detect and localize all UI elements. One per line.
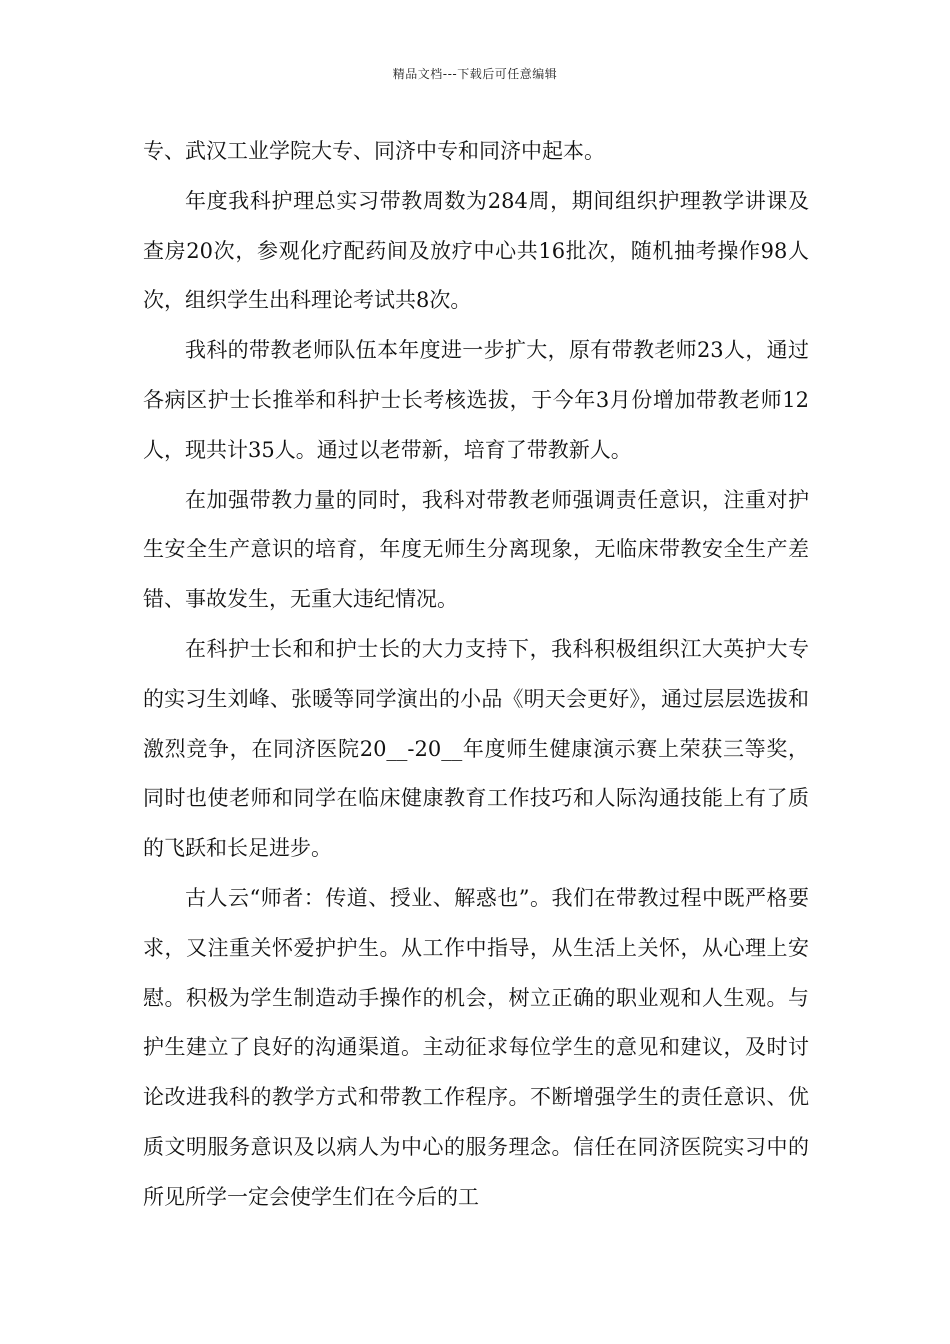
paragraph-4: 在加强带教力量的同时，我科对带教老师强调责任意识，注重对护生安全生产意识的培育，年度无师生分离现象，无临床带教安全生产差错、事故发生，无重大违纪情况。 bbox=[143, 487, 809, 612]
paragraph-5: 在科护士长和和护士长的大力支持下，我科积极组织江大英护大专的实习生刘峰、张暖等同学演出的小品《明天会更好》，通过层层选拔和激烈竞争，在同济医院20__-20__年度师生健康演示赛上荣获三等奖，同时也使老师和同学在临床健康教育工作技巧和人际沟通技能上有了质的飞跃和长足进步。 bbox=[143, 636, 809, 861]
paragraph-6: 古人云“师者：传道、授业、解惑也”。我们在带教过程中既严格要求，又注重关怀爱护护生。从工作中指导，从生活上关怀，从心理上安慰。积极为学生制造动手操作的机会，树立正确的职业观和人生观。与护生建立了良好的沟通渠道。主动征求每位学生的意见和建议，及时讨论改进我科的教学方式和带教工作程序。不断增强学生的责任意识、优质文明服务意识及以病人为中心的服务理念。信任在同济医院实习中的所见所学一定会使学生们在今后的工 bbox=[143, 885, 809, 1209]
document-body bbox=[143, 127, 809, 1223]
paragraph-2: 年度我科护理总实习带教周数为284周，期间组织护理教学讲课及查房20次，参观化疗配药间及放疗中心共16批次，随机抽考操作98人次，组织学生出科理论考试共8次。 bbox=[143, 188, 809, 313]
paragraph-1: 专、武汉工业学院大专、同济中专和同济中起本。 bbox=[143, 139, 605, 163]
paragraph-3: 我科的带教老师队伍本年度进一步扩大，原有带教老师23人，通过各病区护士长推举和科护士长考核选拔，于今年3月份增加带教老师12人，现共计35人。通过以老带新，培育了带教新人。 bbox=[143, 338, 809, 462]
page-header: 精品文档---下载后可任意编辑 bbox=[392, 67, 558, 81]
